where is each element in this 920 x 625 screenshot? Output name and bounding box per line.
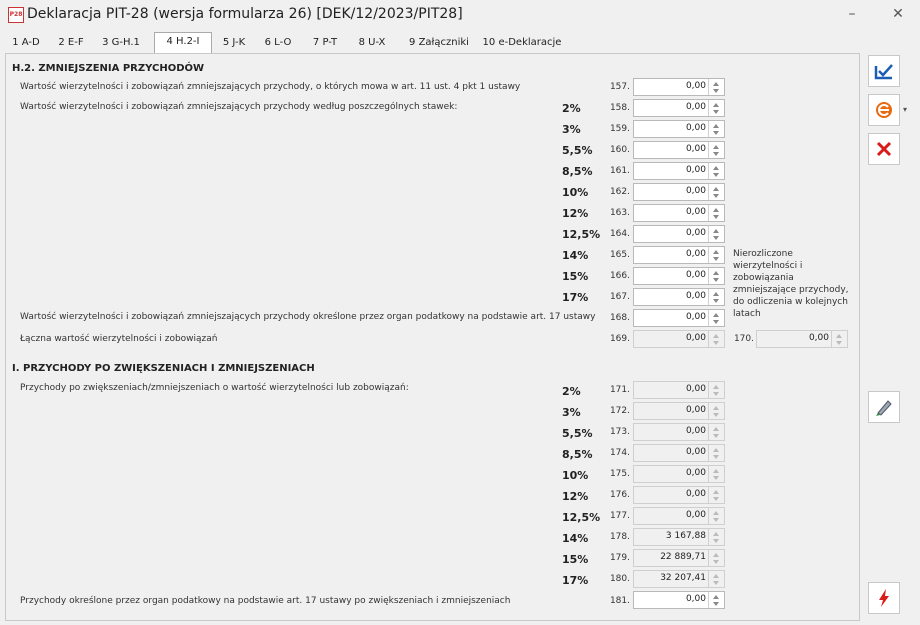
spinner[interactable] <box>708 310 724 326</box>
spin-down-icon[interactable] <box>713 89 719 93</box>
spinner <box>708 424 724 440</box>
field-num: 157. <box>609 82 630 92</box>
spin-down-icon <box>713 581 719 585</box>
spin-up-icon <box>713 406 719 410</box>
spin-down-icon <box>713 341 719 345</box>
spinner[interactable] <box>708 142 724 158</box>
spin-up-icon <box>713 532 719 536</box>
field-175 <box>633 465 725 483</box>
spinner <box>708 382 724 398</box>
spinner <box>831 331 847 347</box>
field-159[interactable] <box>633 120 725 138</box>
field-value: 0,00 <box>685 291 706 301</box>
field-num: 178. <box>609 532 630 542</box>
spin-down-icon[interactable] <box>713 236 719 240</box>
field-num: 168. <box>609 313 630 323</box>
field-181[interactable] <box>633 591 725 609</box>
spinner[interactable] <box>708 79 724 95</box>
field-num: 161. <box>609 166 630 176</box>
spin-down-icon[interactable] <box>713 131 719 135</box>
rate-label: 17% <box>562 291 589 304</box>
field-value: 22 889,71 <box>660 552 706 562</box>
spin-down-icon[interactable] <box>713 173 719 177</box>
tab-e-f[interactable]: 2 E-F <box>58 37 84 48</box>
spinner <box>708 529 724 545</box>
rate-label: 12,5% <box>562 228 601 241</box>
field-value: 0,00 <box>685 144 706 154</box>
spinner <box>708 403 724 419</box>
row-181-label: Przychody określone przez organ podatkowy na podstawie art. 17 ustawy po zwiększeniach i zmniejszeniach <box>20 596 511 606</box>
field-num: 180. <box>609 574 630 584</box>
field-167[interactable] <box>633 288 725 306</box>
field-176 <box>633 486 725 504</box>
field-value: 0,00 <box>685 405 706 415</box>
field-value: 0,00 <box>685 384 706 394</box>
field-173 <box>633 423 725 441</box>
field-num: 171. <box>609 385 630 395</box>
field-value: 32 207,41 <box>660 573 706 583</box>
field-value: 0,00 <box>685 426 706 436</box>
field-value: 0,00 <box>685 270 706 280</box>
spinner <box>708 550 724 566</box>
spin-up-icon <box>713 385 719 389</box>
spinner <box>708 445 724 461</box>
field-num: 177. <box>609 511 630 521</box>
e-declaration-icon <box>873 99 895 121</box>
field-180 <box>633 570 725 588</box>
field-177 <box>633 507 725 525</box>
spin-up-icon <box>713 469 719 473</box>
rate-label: 2% <box>562 385 581 398</box>
rate-label: 14% <box>562 532 589 545</box>
spin-down-icon <box>713 434 719 438</box>
field-num: 176. <box>609 490 630 500</box>
field-num: 167. <box>609 292 630 302</box>
spin-up-icon[interactable] <box>713 103 719 107</box>
field-179 <box>633 549 725 567</box>
field-158[interactable] <box>633 99 725 117</box>
spinner[interactable] <box>708 100 724 116</box>
rate-label: 3% <box>562 406 581 419</box>
spin-up-icon <box>713 334 719 338</box>
field-value: 0,00 <box>685 510 706 520</box>
field-value: 0,00 <box>685 249 706 259</box>
app-icon: P28 <box>8 7 24 23</box>
e-declaration-button[interactable] <box>868 94 900 126</box>
field-161[interactable] <box>633 162 725 180</box>
spinner[interactable] <box>708 163 724 179</box>
cancel-icon <box>873 138 895 160</box>
rates-label-h2: Wartość wierzytelności i zobowiązań zmniejszających przychody według poszczególnych stawek: <box>20 102 458 112</box>
spinner[interactable] <box>708 184 724 200</box>
tab-zalaczniki[interactable]: 9 Załączniki <box>409 37 469 48</box>
spin-down-icon[interactable] <box>713 215 719 219</box>
spinner <box>708 508 724 524</box>
row-168-label: Wartość wierzytelności i zobowiązań zmniejszających przychody określone przez organ podatkowy na podstawie art. 17 ustawy <box>20 312 596 322</box>
field-171 <box>633 381 725 399</box>
rate-label: 12% <box>562 490 589 503</box>
spin-up-icon[interactable] <box>713 166 719 170</box>
spin-up-icon[interactable] <box>713 82 719 86</box>
field-num: 179. <box>609 553 630 563</box>
spinner <box>708 487 724 503</box>
tab-h2-i[interactable]: 4 H.2-I <box>154 32 212 53</box>
field-162[interactable] <box>633 183 725 201</box>
spin-up-icon <box>713 427 719 431</box>
field-num: 169. <box>609 334 630 344</box>
field-value: 0,00 <box>685 312 706 322</box>
field-value: 0,00 <box>685 165 706 175</box>
spin-down-icon <box>713 518 719 522</box>
rate-label: 5,5% <box>562 427 593 440</box>
rate-label: 3% <box>562 123 581 136</box>
rate-label: 15% <box>562 270 589 283</box>
field-value: 0,00 <box>685 468 706 478</box>
field-value: 0,00 <box>685 447 706 457</box>
spin-down-icon[interactable] <box>713 194 719 198</box>
row-169-label: Łączna wartość wierzytelności i zobowiązań <box>20 334 218 344</box>
rate-label: 12% <box>562 207 589 220</box>
field-165[interactable] <box>633 246 725 264</box>
rate-label: 2% <box>562 102 581 115</box>
spinner[interactable] <box>708 268 724 284</box>
tab-p-t[interactable]: 7 P-T <box>312 37 338 48</box>
field-num: 163. <box>609 208 630 218</box>
spin-down-icon[interactable] <box>713 278 719 282</box>
spin-down-icon <box>713 413 719 417</box>
rates-label-i: Przychody po zwiększeniach/zmniejszeniach o wartość wierzytelności lub zobowiązań: <box>20 383 409 393</box>
minimize-button[interactable]: – <box>848 6 856 22</box>
spinner[interactable] <box>708 121 724 137</box>
spin-down-icon[interactable] <box>713 602 719 606</box>
field-value: 0,00 <box>685 594 706 604</box>
field-166[interactable] <box>633 267 725 285</box>
field-value: 0,00 <box>685 123 706 133</box>
spin-up-icon[interactable] <box>713 292 719 296</box>
field-164[interactable] <box>633 225 725 243</box>
title-bar <box>0 0 920 30</box>
field-num: 158. <box>609 103 630 113</box>
spin-up-icon <box>713 574 719 578</box>
spin-down-icon <box>713 497 719 501</box>
field-value: 0,00 <box>685 489 706 499</box>
tab-g-h1[interactable]: 3 G-H.1 <box>102 37 140 48</box>
field-num: 172. <box>609 406 630 416</box>
spinner[interactable] <box>708 592 724 608</box>
rate-label: 17% <box>562 574 589 587</box>
field-value: 0,00 <box>685 186 706 196</box>
spin-down-icon[interactable] <box>713 299 719 303</box>
lightning-icon <box>873 587 895 609</box>
field-num: 165. <box>609 250 630 260</box>
rate-label: 5,5% <box>562 144 593 157</box>
field-value: 0,00 <box>685 102 706 112</box>
spinner <box>708 571 724 587</box>
rate-label: 10% <box>562 186 589 199</box>
field-value: 0,00 <box>808 333 829 343</box>
field-num: 162. <box>609 187 630 197</box>
field-value: 3 167,88 <box>665 531 706 541</box>
field-num: 173. <box>609 427 630 437</box>
rate-label: 12,5% <box>562 511 601 524</box>
field-num: 175. <box>609 469 630 479</box>
spin-up-icon[interactable] <box>713 250 719 254</box>
spin-up-icon <box>836 334 842 338</box>
spin-up-icon[interactable] <box>713 271 719 275</box>
tab-e-deklaracje[interactable]: 10 e-Deklaracje <box>482 37 562 48</box>
field-160[interactable] <box>633 141 725 159</box>
spin-up-icon[interactable] <box>713 313 719 317</box>
field-157[interactable] <box>633 78 725 96</box>
tab-j-k[interactable]: 5 J-K <box>222 37 246 48</box>
field-num: 164. <box>609 229 630 239</box>
field-num: 159. <box>609 124 630 134</box>
spin-up-icon[interactable] <box>713 124 719 128</box>
field-172 <box>633 402 725 420</box>
spin-down-icon <box>713 539 719 543</box>
field-num: 160. <box>609 145 630 155</box>
spin-up-icon <box>713 448 719 452</box>
field-174 <box>633 444 725 462</box>
field-value: 0,00 <box>685 207 706 217</box>
spin-down-icon[interactable] <box>713 110 719 114</box>
field-value: 0,00 <box>685 228 706 238</box>
field-163[interactable] <box>633 204 725 222</box>
field-169 <box>633 330 725 348</box>
spin-down-icon <box>713 560 719 564</box>
rate-label: 15% <box>562 553 589 566</box>
field-value: 0,00 <box>685 333 706 343</box>
tab-a-d[interactable]: 1 A-D <box>12 37 40 48</box>
spin-down-icon <box>713 392 719 396</box>
section-i-title: I. PRZYCHODY PO ZWIĘKSZENIACH I ZMNIEJSZENIACH <box>12 363 315 374</box>
spin-up-icon[interactable] <box>713 145 719 149</box>
edit-button[interactable] <box>868 391 900 423</box>
section-h2-title: H.2. ZMNIEJSZENIA PRZYCHODÓW <box>12 63 205 74</box>
spinner[interactable] <box>708 226 724 242</box>
spin-up-icon <box>713 490 719 494</box>
rate-label: 8,5% <box>562 448 593 461</box>
field-170 <box>756 330 848 348</box>
row-157-label: Wartość wierzytelności i zobowiązań zmniejszających przychody, o których mowa w art. 11 ust. 4 pkt 1 ustawy <box>20 82 521 92</box>
flash-button[interactable] <box>868 582 900 614</box>
spin-up-icon[interactable] <box>713 229 719 233</box>
spin-down-icon[interactable] <box>713 152 719 156</box>
spin-down-icon <box>713 476 719 480</box>
spin-up-icon[interactable] <box>713 208 719 212</box>
spin-up-icon[interactable] <box>713 187 719 191</box>
save-check-icon <box>873 60 895 82</box>
edit-pen-icon <box>873 396 895 418</box>
field-num: 174. <box>609 448 630 458</box>
field-value: 0,00 <box>685 81 706 91</box>
side-note: Nierozliczone wierzytelności i zobowiązania zmniejszające przychody, do odliczenia w kolejnych latach <box>733 249 849 319</box>
field-168[interactable] <box>633 309 725 327</box>
tab-u-x[interactable]: 8 U-X <box>358 37 386 48</box>
field-num: 181. <box>609 596 630 606</box>
field-num: 166. <box>609 271 630 281</box>
tab-l-o[interactable]: 6 L-O <box>264 37 292 48</box>
field-178 <box>633 528 725 546</box>
window-title: Deklaracja PIT-28 (wersja formularza 26) [DEK/12/2023/PIT28] <box>27 6 463 22</box>
close-button[interactable]: ✕ <box>892 6 904 22</box>
spinner[interactable] <box>708 205 724 221</box>
spin-down-icon <box>713 455 719 459</box>
rate-label: 14% <box>562 249 589 262</box>
spin-up-icon <box>713 553 719 557</box>
spin-up-icon <box>713 511 719 515</box>
chevron-down-icon[interactable]: ▾ <box>903 105 908 114</box>
spin-down-icon <box>836 341 842 345</box>
spin-up-icon[interactable] <box>713 595 719 599</box>
field-num: 170. <box>733 334 754 344</box>
spin-down-icon[interactable] <box>713 257 719 261</box>
spinner[interactable] <box>708 247 724 263</box>
spinner[interactable] <box>708 289 724 305</box>
spinner <box>708 466 724 482</box>
cancel-button[interactable] <box>868 133 900 165</box>
rate-label: 8,5% <box>562 165 593 178</box>
save-button[interactable] <box>868 55 900 87</box>
rate-label: 10% <box>562 469 589 482</box>
spin-down-icon[interactable] <box>713 320 719 324</box>
